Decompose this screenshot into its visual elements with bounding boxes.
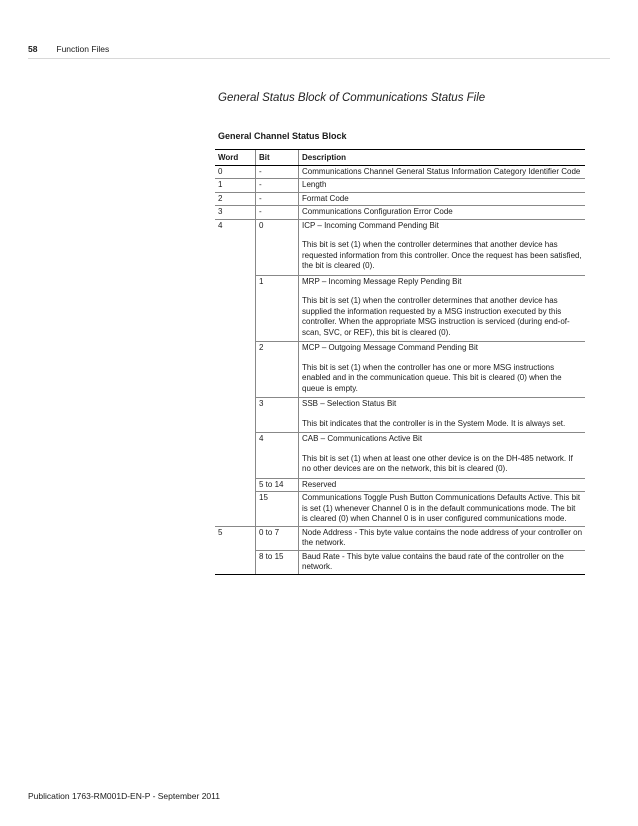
cell-bit: 1: [256, 275, 299, 342]
cell-bit: 3: [256, 398, 299, 433]
cell-bit: 5 to 14: [256, 478, 299, 492]
table-row: [215, 433, 585, 479]
table-row: [215, 478, 585, 492]
cell-description: [299, 550, 586, 574]
table-row: [215, 179, 585, 193]
cell-description: [299, 275, 586, 342]
description-title: SSB – Selection Status Bit: [302, 399, 397, 408]
header-divider: [28, 58, 610, 59]
description-title: Communications Toggle Push Button Communications Defaults Active. This bit is set (1) whenever Channel 0 is in the default communications mode. The bit is cleared (0) when Channel 0 is in user configured communications mode.: [302, 493, 581, 523]
cell-word: [215, 398, 256, 433]
cell-word: 2: [215, 192, 256, 206]
cell-word: [215, 492, 256, 527]
cell-word: [215, 433, 256, 479]
column-header-word: Word: [215, 150, 256, 166]
table-row: [215, 219, 585, 275]
table-body: [215, 165, 585, 574]
table-row: [215, 165, 585, 179]
cell-word: 1: [215, 179, 256, 193]
cell-word: [215, 478, 256, 492]
cell-bit: 0 to 7: [256, 526, 299, 550]
cell-description: [299, 492, 586, 527]
description-body: This bit is set (1) when the controller determines that another device has supplied the information requested by a MSG instruction executed by this controller. When the appropriate MSG instruction is serviced (during end-of-scan, SVC, or REF), this bit is cleared (0).: [302, 296, 570, 337]
table-title: General Channel Status Block: [218, 131, 347, 141]
cell-word: 4: [215, 219, 256, 275]
description-title: Format Code: [302, 193, 349, 203]
description-title: Baud Rate - This byte value contains the baud rate of the controller on the network.: [302, 551, 564, 571]
cell-bit: 8 to 15: [256, 550, 299, 574]
cell-bit: 2: [256, 342, 299, 398]
cell-description: [299, 398, 586, 433]
cell-bit: 0: [256, 219, 299, 275]
cell-description: [299, 219, 586, 275]
description-body: This bit indicates that the controller is in the System Mode. It is always set.: [302, 418, 566, 428]
description-title: Node Address - This byte value contains the node address of your controller on the network.: [302, 527, 583, 547]
cell-description: [299, 478, 586, 492]
cell-bit: -: [256, 165, 299, 179]
description-body: This bit is set (1) when the controller has one or more MSG instructions enabled and in the communication queue. This bit is cleared (0) when the queue is empty.: [302, 362, 562, 393]
table-row: [215, 550, 585, 574]
cell-description: [299, 179, 586, 193]
cell-bit: -: [256, 206, 299, 220]
page-header: [28, 44, 109, 54]
table-row: [215, 192, 585, 206]
description-title: ICP – Incoming Command Pending Bit: [302, 220, 439, 230]
cell-word: 5: [215, 526, 256, 550]
description-title: Reserved: [302, 479, 337, 489]
cell-word: [215, 342, 256, 398]
page-number: 58: [28, 44, 38, 54]
cell-description: [299, 433, 586, 479]
page-footer: Publication 1763-RM001D-EN-P - September 2011: [28, 791, 220, 801]
cell-word: 3: [215, 206, 256, 220]
page-subtitle: General Status Block of Communications Status File: [218, 92, 486, 104]
status-table: [215, 149, 585, 575]
cell-word: [215, 550, 256, 574]
table-row: [215, 342, 585, 398]
cell-word: [215, 275, 256, 342]
description-title: Length: [302, 180, 327, 189]
cell-description: [299, 206, 586, 220]
description-title: MCP – Outgoing Message Command Pending Bit: [302, 343, 478, 352]
column-header-bit: Bit: [256, 150, 299, 166]
cell-bit: -: [256, 192, 299, 206]
cell-bit: 4: [256, 433, 299, 479]
table-row: [215, 526, 585, 550]
cell-word: 0: [215, 165, 256, 179]
description-title: Communications Configuration Error Code: [302, 207, 453, 216]
cell-description: [299, 526, 586, 550]
cell-bit: -: [256, 179, 299, 193]
description-body: This bit is set (1) when at least one other device is on the DH-485 network. If no other devices are on the network, this bit is cleared (0).: [302, 453, 573, 473]
description-body: This bit is set (1) when the controller determines that another device has requested information from this controller. Once the request has been satisfied, the bit is cleared (0).: [302, 240, 582, 270]
table-header-row: [215, 150, 585, 166]
table-row: [215, 206, 585, 220]
cell-description: [299, 192, 586, 206]
table-row: [215, 492, 585, 527]
section-title: Function Files: [56, 44, 110, 54]
description-title: MRP – Incoming Message Reply Pending Bit: [302, 276, 462, 286]
table-row: [215, 398, 585, 433]
description-title: CAB – Communications Active Bit: [302, 434, 423, 443]
cell-description: [299, 342, 586, 398]
column-header-description: Description: [299, 150, 586, 166]
cell-bit: 15: [256, 492, 299, 527]
cell-description: [299, 165, 586, 179]
table-row: [215, 275, 585, 342]
description-title: Communications Channel General Status Information Category Identifier Code: [302, 166, 581, 176]
